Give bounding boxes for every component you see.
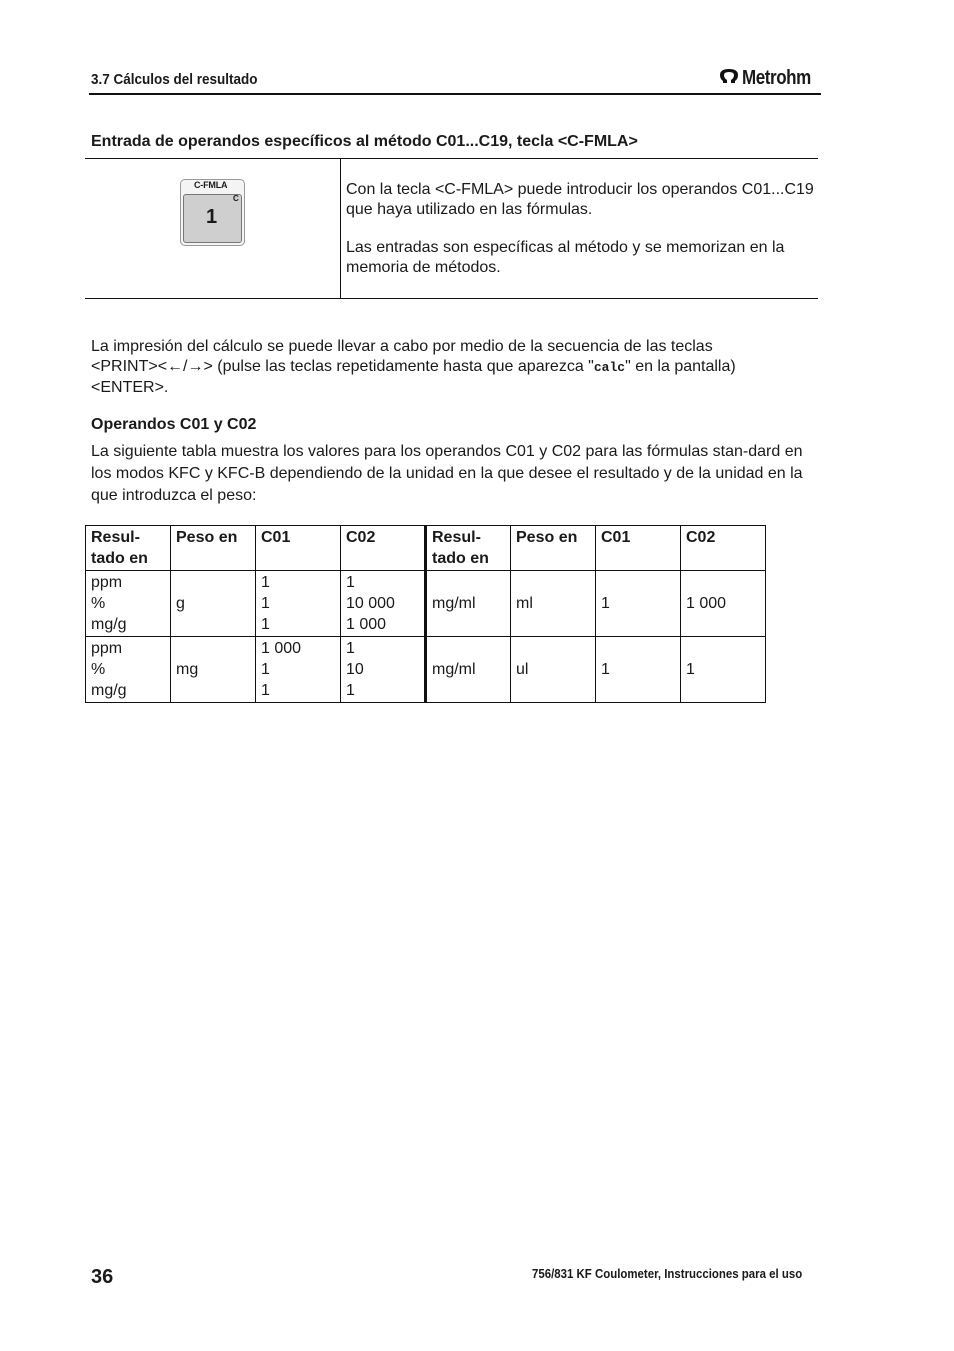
document-title: 756/831 KF Coulometer, Instrucciones para el uso (532, 1266, 803, 1281)
table-header-cell: C02 (341, 526, 426, 571)
key-top-label: C-FMLA (194, 180, 228, 190)
box-bottom-rule (85, 298, 818, 299)
table-cell: 1 10 000 1 000 (341, 571, 426, 637)
table-cell: 1 (596, 637, 681, 703)
table-header-cell: C01 (256, 526, 341, 571)
omega-logo-icon (719, 67, 739, 90)
table-cell: mg (171, 637, 256, 703)
print-paragraph (91, 337, 816, 398)
table-cell: 1 (681, 637, 766, 703)
table-cell: 1 (596, 571, 681, 637)
table-cell: ml (511, 571, 596, 637)
brand-name: Metrohm (742, 67, 811, 89)
table-header-cell: Peso en (171, 526, 256, 571)
table-row (86, 637, 766, 703)
operands-table (85, 525, 766, 703)
operands-paragraph: La siguiente tabla muestra los valores para los operandos C01 y C02 para las fórmulas stan-dard en los modos KFC y KFC-B dependiendo de la unidad en la que desee el resultado y de la unidad en la que introduzca el peso: (91, 443, 803, 504)
table-cell: 1 000 (681, 571, 766, 637)
section-title: 3.7 Cálculos del resultado (91, 71, 258, 88)
key-corner-label: C (233, 194, 239, 203)
table-header-cell: Peso en (511, 526, 596, 571)
table-cell: ppm % mg/g (86, 637, 171, 703)
table-cell: 1 000 1 1 (256, 637, 341, 703)
c-fmla-key-icon (180, 179, 245, 246)
page-number: 36 (91, 1266, 114, 1288)
print-line-3: <ENTER>. (91, 379, 169, 396)
print-line-1: La impresión del cálculo se puede llevar a cabo por medio de la secuencia de las teclas (91, 338, 713, 355)
table-cell: ul (511, 637, 596, 703)
table-header-cell: C02 (681, 526, 766, 571)
calc-code: calc (593, 360, 626, 375)
table-cell: mg/ml (426, 637, 511, 703)
brand-logo (719, 67, 823, 90)
key-digit: 1 (206, 206, 218, 228)
table-header-cell: C01 (596, 526, 681, 571)
box-paragraph-1: Con la tecla <C-FMLA> puede introducir los operandos C01...C19 que haya utilizado en las fórmulas. (346, 181, 814, 218)
table-header-row (86, 526, 766, 571)
operands-heading: Operandos C01 y C02 (91, 416, 257, 433)
box-top-rule (85, 158, 818, 159)
print-line-2: <PRINT><←/→> (pulse las teclas repetidamente hasta que aparezca "calc" en la pantalla) (91, 358, 736, 375)
box-divider (340, 159, 341, 299)
table-cell: mg/ml (426, 571, 511, 637)
header-divider (89, 93, 821, 95)
table-header-cell: Resul- tado en (86, 526, 171, 571)
table-row (86, 571, 766, 637)
box-paragraph-2: Las entradas son específicas al método y se memorizan en la memoria de métodos. (346, 239, 785, 276)
section-heading: Entrada de operandos específicos al método C01...C19, tecla <C-FMLA> (91, 133, 638, 150)
table-cell: 1 10 1 (341, 637, 426, 703)
table-cell: 1 1 1 (256, 571, 341, 637)
table-cell: ppm % mg/g (86, 571, 171, 637)
table-cell: g (171, 571, 256, 637)
table-header-cell: Resul- tado en (426, 526, 511, 571)
